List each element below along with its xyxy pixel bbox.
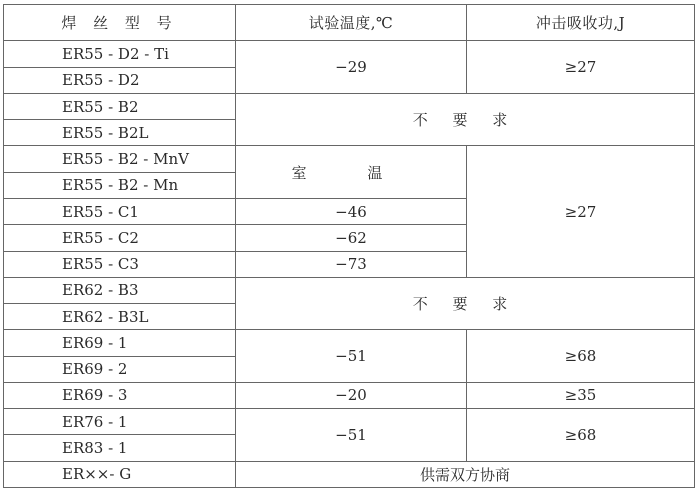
impact-energy-cell: ≥27 [467, 41, 695, 94]
wire-model-cell: ER76 - 1 [4, 409, 236, 435]
header-impact-energy: 冲击吸收功,J [467, 5, 695, 41]
wire-model-cell: ER55 - C3 [4, 251, 236, 277]
not-required-cell: 不 要 求 [236, 93, 695, 146]
wire-model-cell: ER55 - C1 [4, 198, 236, 224]
test-temperature-cell: −62 [236, 225, 467, 251]
test-temperature-cell: −29 [236, 41, 467, 94]
wire-model-cell: ER55 - B2L [4, 120, 236, 146]
wire-model-cell: ER××- G [4, 461, 236, 487]
wire-model-cell: ER62 - B3L [4, 304, 236, 330]
wire-model-cell: ER69 - 3 [4, 382, 236, 408]
table-row [4, 382, 695, 408]
test-temperature-cell: −20 [236, 382, 467, 408]
not-required-cell: 不 要 求 [236, 277, 695, 330]
impact-energy-cell: ≥27 [467, 146, 695, 277]
wire-model-cell: ER55 - C2 [4, 225, 236, 251]
negotiated-cell: 供需双方协商 [236, 461, 695, 487]
test-temperature-cell: −73 [236, 251, 467, 277]
impact-energy-cell: ≥68 [467, 330, 695, 383]
wire-model-cell: ER55 - B2 [4, 93, 236, 119]
wire-model-cell: ER69 - 1 [4, 330, 236, 356]
table-row [4, 146, 695, 172]
table-row [4, 93, 695, 119]
impact-energy-cell: ≥35 [467, 382, 695, 408]
table-row [4, 277, 695, 303]
test-temperature-cell: −51 [236, 330, 467, 383]
header-row [4, 5, 695, 41]
table-row [4, 461, 695, 487]
header-wire-model: 焊 丝 型 号 [4, 5, 236, 41]
impact-energy-cell: ≥68 [467, 409, 695, 462]
wire-model-cell: ER55 - B2 - Mn [4, 172, 236, 198]
wire-model-cell: ER69 - 2 [4, 356, 236, 382]
test-temperature-cell: −46 [236, 198, 467, 224]
test-temperature-cell: 室 温 [236, 146, 467, 199]
impact-requirements-table [3, 4, 695, 488]
table-row [4, 41, 695, 67]
wire-model-cell: ER62 - B3 [4, 277, 236, 303]
wire-model-cell: ER55 - D2 [4, 67, 236, 93]
table-row [4, 409, 695, 435]
test-temperature-cell: −51 [236, 409, 467, 462]
wire-model-cell: ER55 - B2 - MnV [4, 146, 236, 172]
wire-model-cell: ER83 - 1 [4, 435, 236, 461]
table-row [4, 330, 695, 356]
wire-model-cell: ER55 - D2 - Ti [4, 41, 236, 67]
header-test-temperature: 试验温度,℃ [236, 5, 467, 41]
